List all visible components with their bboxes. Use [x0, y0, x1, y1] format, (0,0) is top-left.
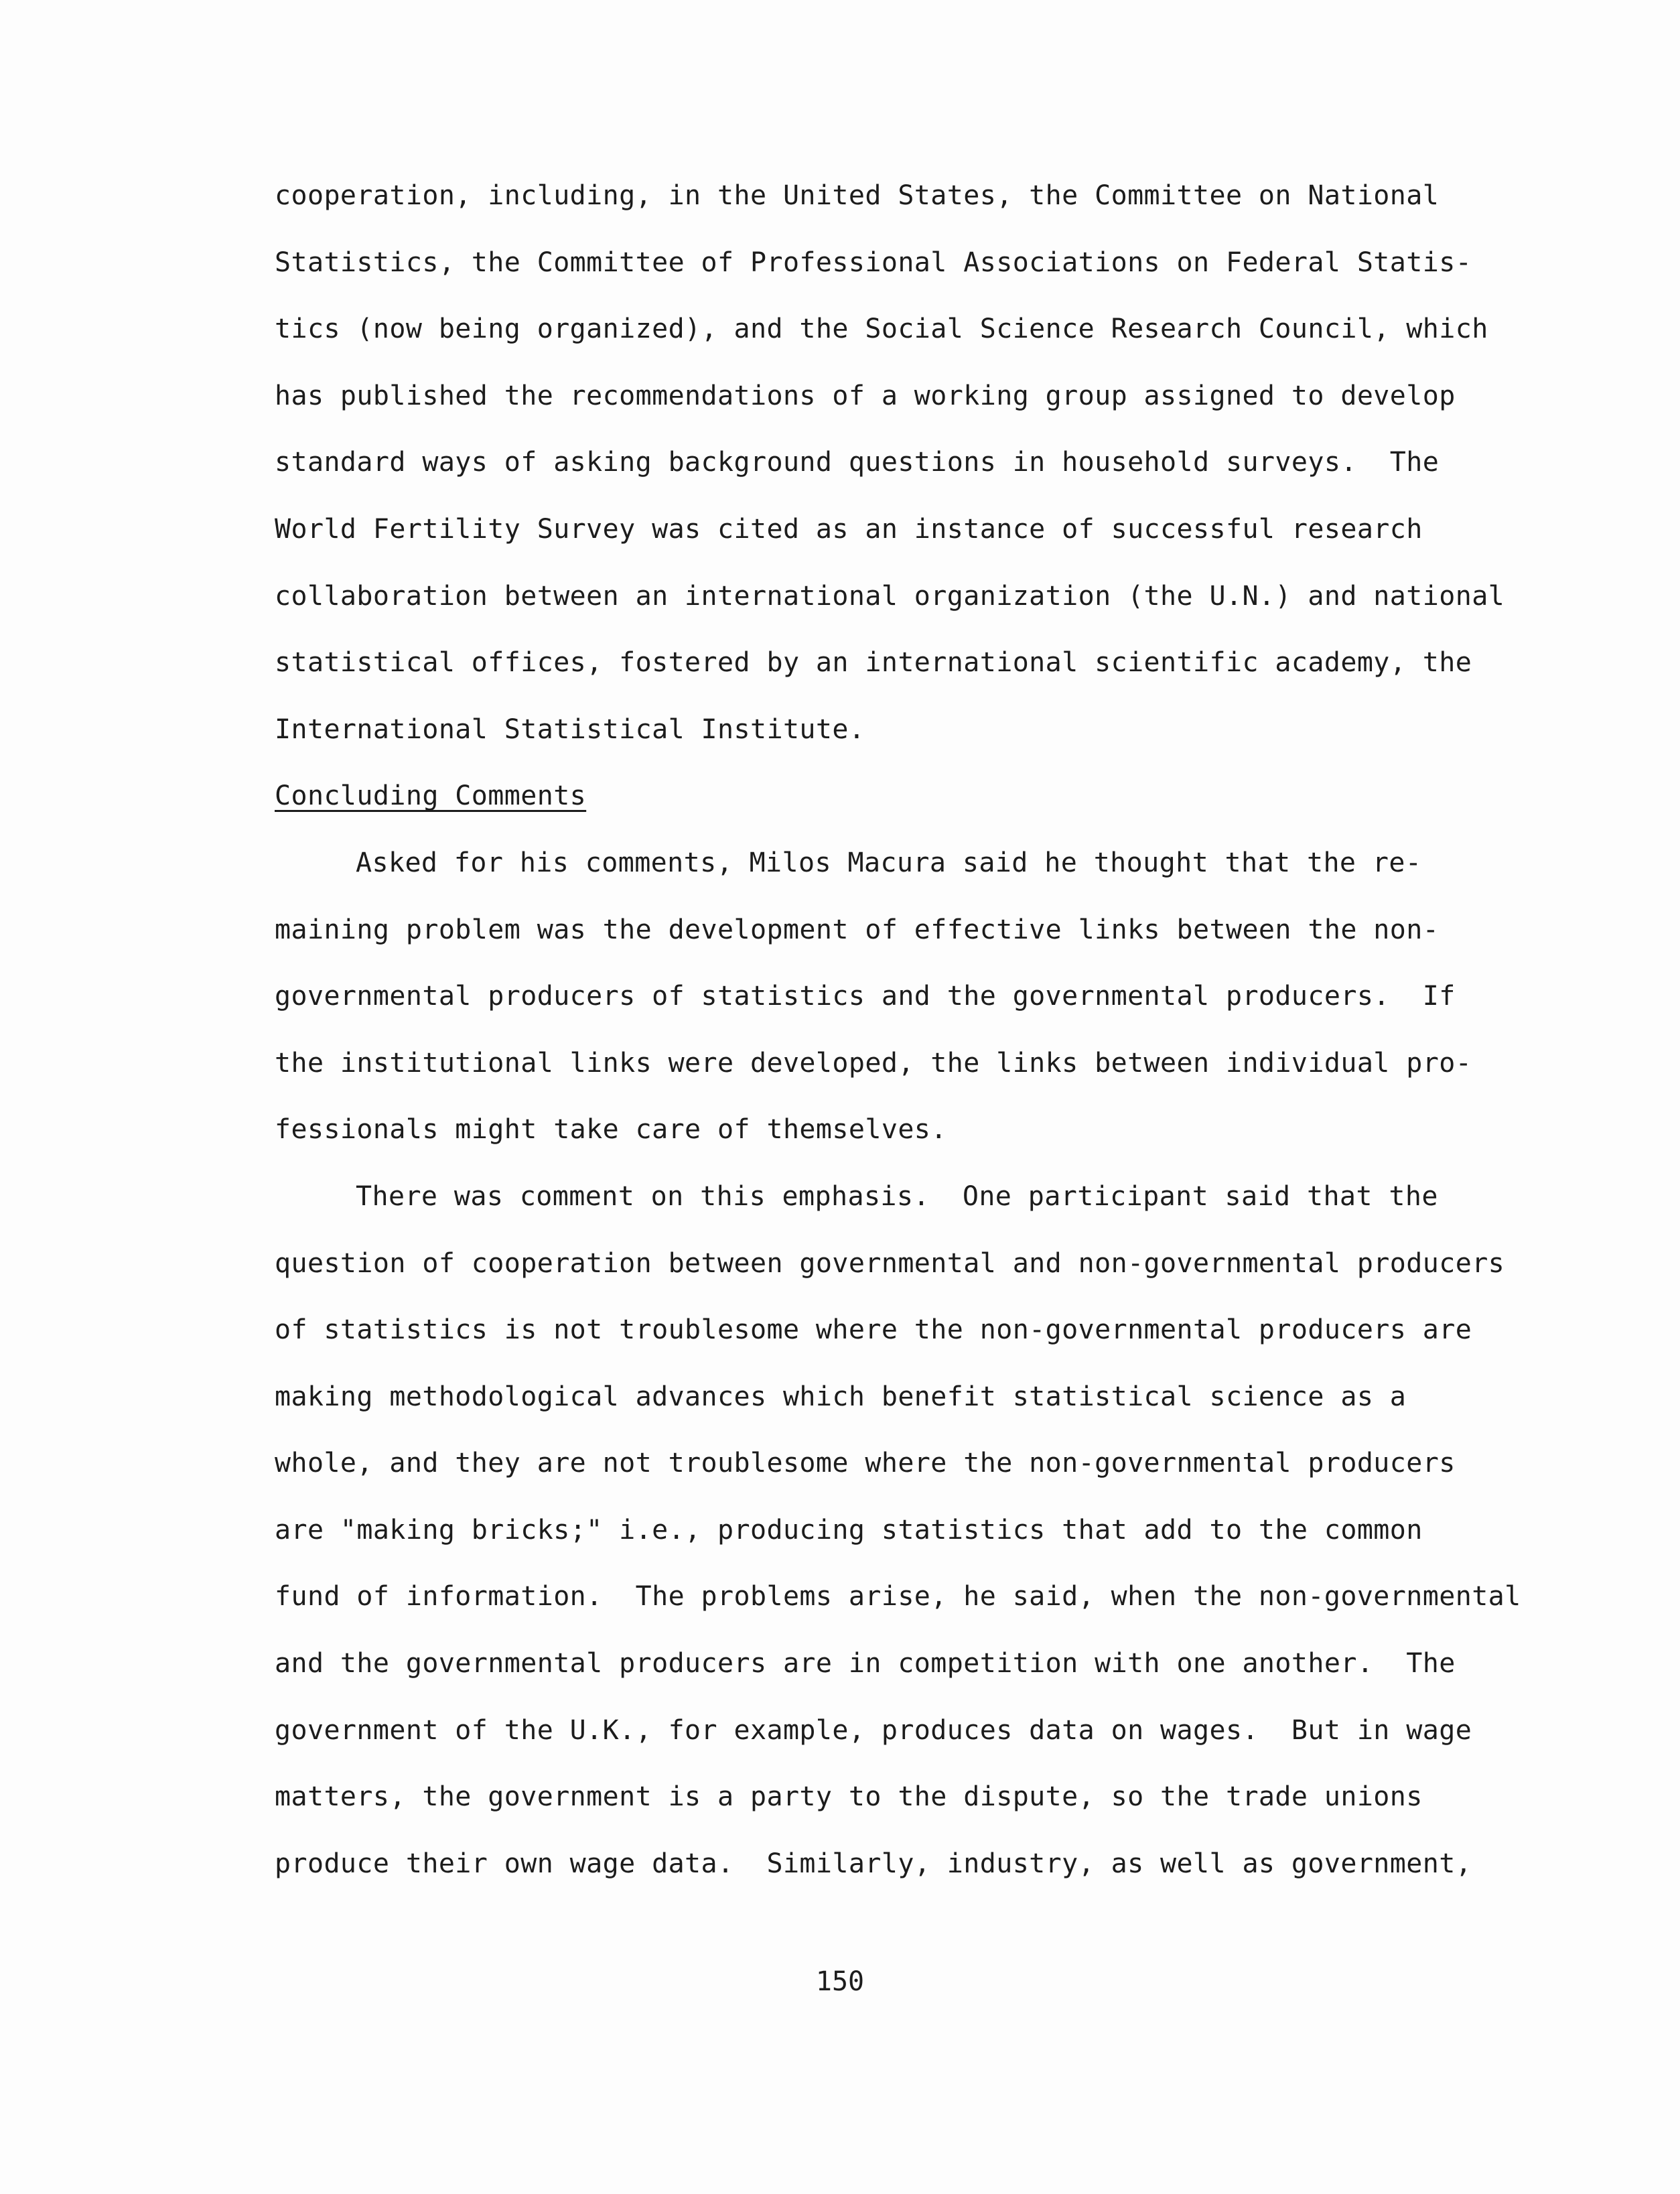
text-line: governmental producers of statistics and the governmental producers. If: [275, 981, 1456, 1012]
text-line: statistical offices, fostered by an international scientific academy, the: [275, 647, 1472, 679]
text-line: fund of information. The problems arise, he said, when the non-governmental: [275, 1581, 1521, 1613]
paragraph-concluding-comments: [275, 830, 1581, 1164]
text-line: World Fertility Survey was cited as an instance of successful research: [275, 513, 1423, 545]
text-line: There was comment on this emphasis. One participant said that the: [356, 1180, 1438, 1212]
paragraph-continued: [275, 163, 1581, 763]
section-heading-text: Concluding Comments: [275, 780, 587, 812]
text-line: Statistics, the Committee of Professional Associations on Federal Statis-: [275, 247, 1472, 278]
text-line: and the governmental producers are in competition with one another. The: [275, 1648, 1456, 1679]
text-line: question of cooperation between governmental and non-governmental producers: [275, 1247, 1505, 1279]
text-line: are "making bricks;" i.e., producing statistics that add to the common: [275, 1514, 1423, 1546]
text-line: government of the U.K., for example, produces data on wages. But in wage: [275, 1714, 1472, 1746]
text-line: International Statistical Institute.: [275, 713, 865, 745]
text-line: fessionals might take care of themselves.: [275, 1114, 947, 1146]
text-line: of statistics is not troublesome where the non-governmental producers are: [275, 1314, 1472, 1346]
text-line: making methodological advances which benefit statistical science as a: [275, 1381, 1407, 1412]
text-line: tics (now being organized), and the Social Science Research Council, which: [275, 314, 1488, 345]
text-line: collaboration between an international organization (the U.N.) and national: [275, 580, 1505, 612]
text-line: matters, the government is a party to the dispute, so the trade unions: [275, 1781, 1423, 1813]
text-line: the institutional links were developed, the links between individual pro-: [275, 1047, 1472, 1079]
text-line: standard ways of asking background questions in household surveys. The: [275, 447, 1440, 478]
text-line: cooperation, including, in the United States, the Committee on National: [275, 180, 1440, 211]
text-line: Asked for his comments, Milos Macura said he thought that the re-: [356, 847, 1422, 878]
text-line: maining problem was the development of effective links between the non-: [275, 914, 1440, 945]
body-text: [275, 163, 1581, 1897]
text-line: has published the recommendations of a working group assigned to develop: [275, 380, 1456, 411]
page-number: 150: [815, 1966, 865, 1997]
section-heading: [275, 763, 1581, 830]
text-line: whole, and they are not troublesome where the non-governmental producers: [275, 1448, 1456, 1479]
paragraph-comment-on-emphasis: [275, 1164, 1581, 1898]
text-line: produce their own wage data. Similarly, industry, as well as government,: [275, 1848, 1472, 1879]
